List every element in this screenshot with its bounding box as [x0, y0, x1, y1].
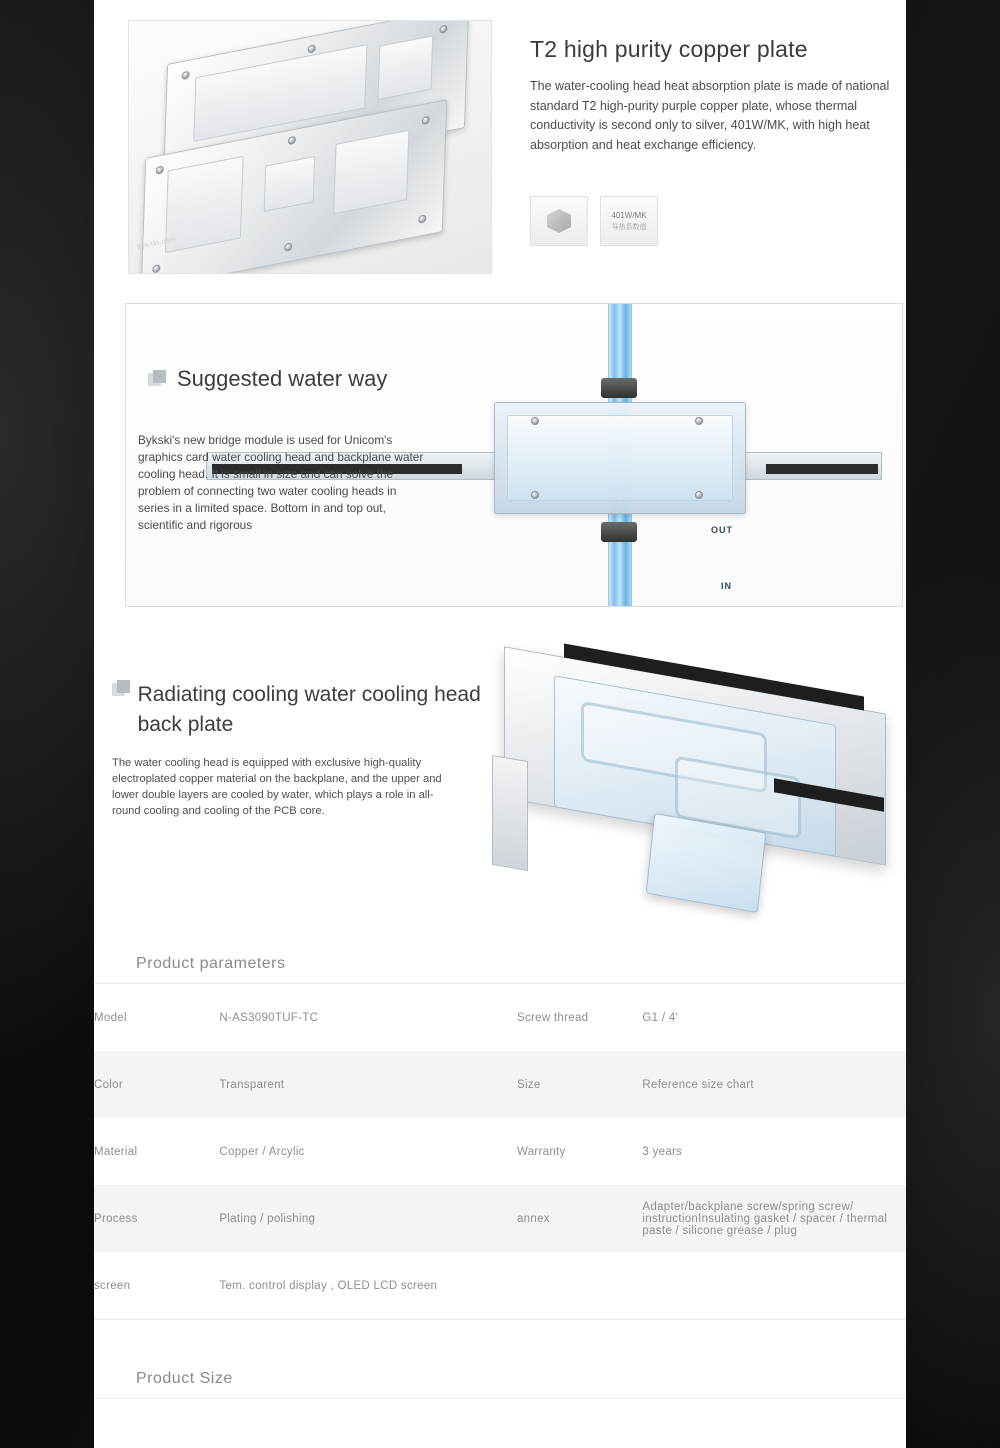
cube-icon [547, 209, 571, 233]
badge-material [530, 196, 588, 246]
param-key: Model [94, 1011, 127, 1024]
section-product-parameters [94, 955, 906, 1320]
backplate-heading [112, 680, 502, 740]
param-value: Reference size chart [642, 1078, 754, 1091]
fitting-nut-bottom [601, 522, 637, 542]
param-value: N-AS3090TUF-TC [219, 1011, 319, 1024]
param-key: annex [516, 1212, 550, 1225]
copper-plate-body: The water-cooling head heat absorption plate is made of national standard T2 high-purity purple copper plate, whose thermal conductivity is second only to silver, 401W/MK, with high heat absorption and heat exchange efficiency. [530, 79, 890, 152]
backplate-title: Radiating cooling water cooling head back plate [137, 683, 481, 736]
stacked-squares-icon [112, 680, 128, 699]
param-value: G1 / 4' [642, 1011, 679, 1024]
bridge-module [494, 402, 746, 591]
section-product-size [94, 1370, 906, 1399]
param-key: Screw thread [516, 1011, 589, 1024]
label-in: IN [721, 581, 732, 591]
copper-plate-title: T2 high purity copper plate [530, 36, 808, 62]
parameters-table [94, 984, 906, 1319]
table-row [94, 1051, 906, 1118]
badge-value: 401W/MK [611, 210, 647, 220]
param-value: 3 years [642, 1145, 683, 1158]
param-value: Copper / Arcylic [219, 1145, 305, 1158]
param-key: Color [94, 1078, 123, 1091]
parameters-heading: Product parameters [136, 955, 286, 972]
fitting-nut-top [601, 378, 637, 398]
water-way-title: Suggested water way [177, 366, 388, 391]
param-value: Adapter/backplane screw/spring screw/ instructionInsulating gasket / spacer / thermal paste / silicone grease / plug [642, 1200, 888, 1237]
copper-plate-badges [530, 196, 658, 246]
stacked-squares-icon [148, 370, 167, 389]
param-key: Material [94, 1145, 138, 1158]
param-key: Warranty [516, 1145, 566, 1158]
backplate-photo [444, 640, 904, 940]
table-row [94, 1252, 906, 1319]
param-key: screen [94, 1279, 131, 1292]
mounting-bracket [492, 755, 528, 871]
section-copper-plate [94, 0, 906, 295]
param-value: Plating / polishing [219, 1212, 316, 1225]
product-detail-page [94, 0, 906, 1448]
pcb-bar-right [766, 464, 878, 474]
badge-caption: 导热系数值 [611, 223, 647, 231]
section-backplate [94, 630, 906, 950]
water-way-heading [148, 366, 387, 392]
divider [94, 1398, 906, 1399]
copper-plate-photo [128, 20, 492, 274]
param-value: Tem. control display , OLED LCD screen [219, 1279, 438, 1292]
backplate-body-text: The water cooling head is equipped with exclusive high-quality electroplated copper material on the backplane, and the upper and lower double layers are cooled by water, which plays a role in all-round cooling and cooling of the PCB core. [112, 757, 442, 817]
section-suggested-water-way [125, 303, 903, 607]
param-key: Process [94, 1212, 138, 1225]
table-row [94, 1118, 906, 1185]
label-out: OUT [711, 525, 733, 535]
param-value: Transparent [219, 1078, 285, 1091]
copper-plate-text [530, 36, 890, 155]
watermark: bykski.com [136, 236, 177, 251]
product-size-heading: Product Size [136, 1370, 233, 1387]
table-row [94, 1185, 906, 1252]
divider [94, 1319, 906, 1320]
table-row [94, 984, 906, 1051]
badge-conductivity [600, 196, 658, 246]
water-way-body: Bykski's new bridge module is used for Unicom's graphics card water cooling head and backplane water cooling head. It is small in size and can solve the problem of connecting two water cooling heads in series in a limited space. Bottom in and top out, scientific and rigorous [138, 433, 424, 532]
param-key: Size [516, 1078, 541, 1091]
